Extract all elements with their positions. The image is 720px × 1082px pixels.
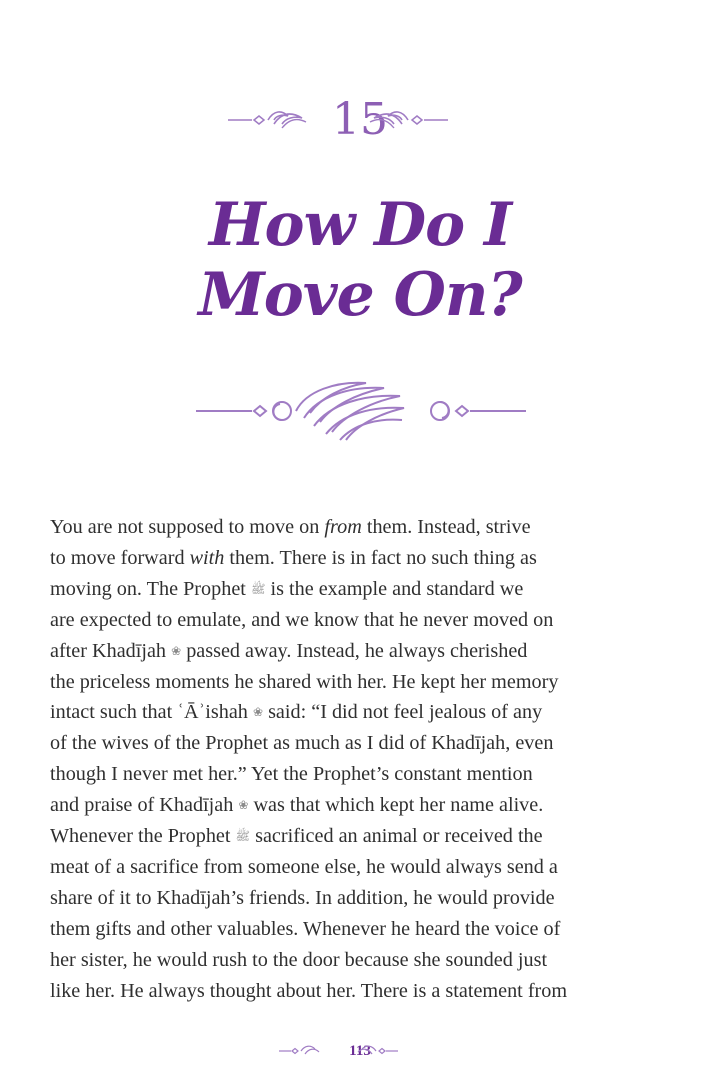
- chapter-header: [0, 92, 720, 152]
- text-line: of the wives of the Prophet as much as I did of Khadījah, even: [50, 732, 554, 755]
- text-line: [50, 543, 670, 574]
- text-segment: to move forward: [50, 546, 190, 569]
- honorific-glyph-icon: ﷺ: [250, 581, 266, 596]
- flourish-right-icon: [368, 106, 448, 134]
- text-segment: and praise of Khadījah: [50, 794, 239, 817]
- text-line: are expected to emulate, and we know that he never moved on: [50, 608, 554, 631]
- text-line: [50, 790, 670, 821]
- text-segment: passed away. Instead, he always cherished: [181, 639, 528, 662]
- emphasis-text: with: [189, 546, 225, 569]
- text-segment: them. Instead, strive: [361, 516, 531, 538]
- text-segment: was that which kept her name alive.: [248, 794, 544, 817]
- text-line: her sister, he would rush to the door because she sounded just: [50, 948, 548, 971]
- honorific-glyph-icon: ❀: [171, 643, 182, 658]
- text-line: share of it to Khadījah’s friends. In addition, he would provide: [50, 886, 555, 909]
- footer-flourish-right-icon: [356, 1045, 398, 1057]
- text-line: like her. He always thought about her. There is a statement from: [50, 979, 568, 1002]
- text-segment: sacrificed an animal or received the: [250, 825, 543, 848]
- text-line: [50, 512, 670, 543]
- text-line: [50, 821, 670, 852]
- chapter-title-line-1: How Do I: [208, 190, 512, 260]
- text-line: [50, 574, 670, 605]
- text-line: though I never met her.” Yet the Prophet’s constant mention: [50, 763, 533, 786]
- text-line: meat of a sacrifice from someone else, he would always send a: [50, 855, 558, 878]
- text-line: the priceless moments he shared with her. He kept her memory: [50, 670, 559, 693]
- text-segment: them. There is in fact no such thing as: [224, 546, 537, 569]
- text-segment: moving on. The Prophet: [50, 577, 251, 600]
- honorific-glyph-icon: ❀: [252, 705, 264, 720]
- honorific-glyph-icon: ❀: [238, 798, 249, 813]
- honorific-glyph-icon: ﷺ: [235, 829, 251, 844]
- chapter-title: [0, 190, 720, 330]
- chapter-title-line-2: Move On?: [198, 260, 522, 330]
- page-number: 113: [349, 1043, 371, 1059]
- text-segment: intact such that ʿĀʾishah: [50, 701, 253, 724]
- emphasis-text: from: [324, 516, 362, 538]
- text-line: them gifts and other valuables. Whenever he heard the voice of: [50, 917, 561, 940]
- chapter-number: 15: [332, 94, 388, 145]
- text-segment: after Khadījah: [50, 639, 172, 662]
- text-line: [50, 697, 670, 728]
- page-footer: [0, 1040, 720, 1062]
- text-segment: Whenever the Prophet: [50, 825, 236, 848]
- text-segment: said: “I did not feel jealous of any: [263, 701, 543, 724]
- text-segment: is the example and standard we: [265, 577, 524, 600]
- body-paragraph: [50, 512, 670, 1007]
- text-segment: You are not supposed to move on: [50, 516, 325, 538]
- ornamental-divider-icon: [196, 378, 526, 448]
- text-line: [50, 636, 670, 667]
